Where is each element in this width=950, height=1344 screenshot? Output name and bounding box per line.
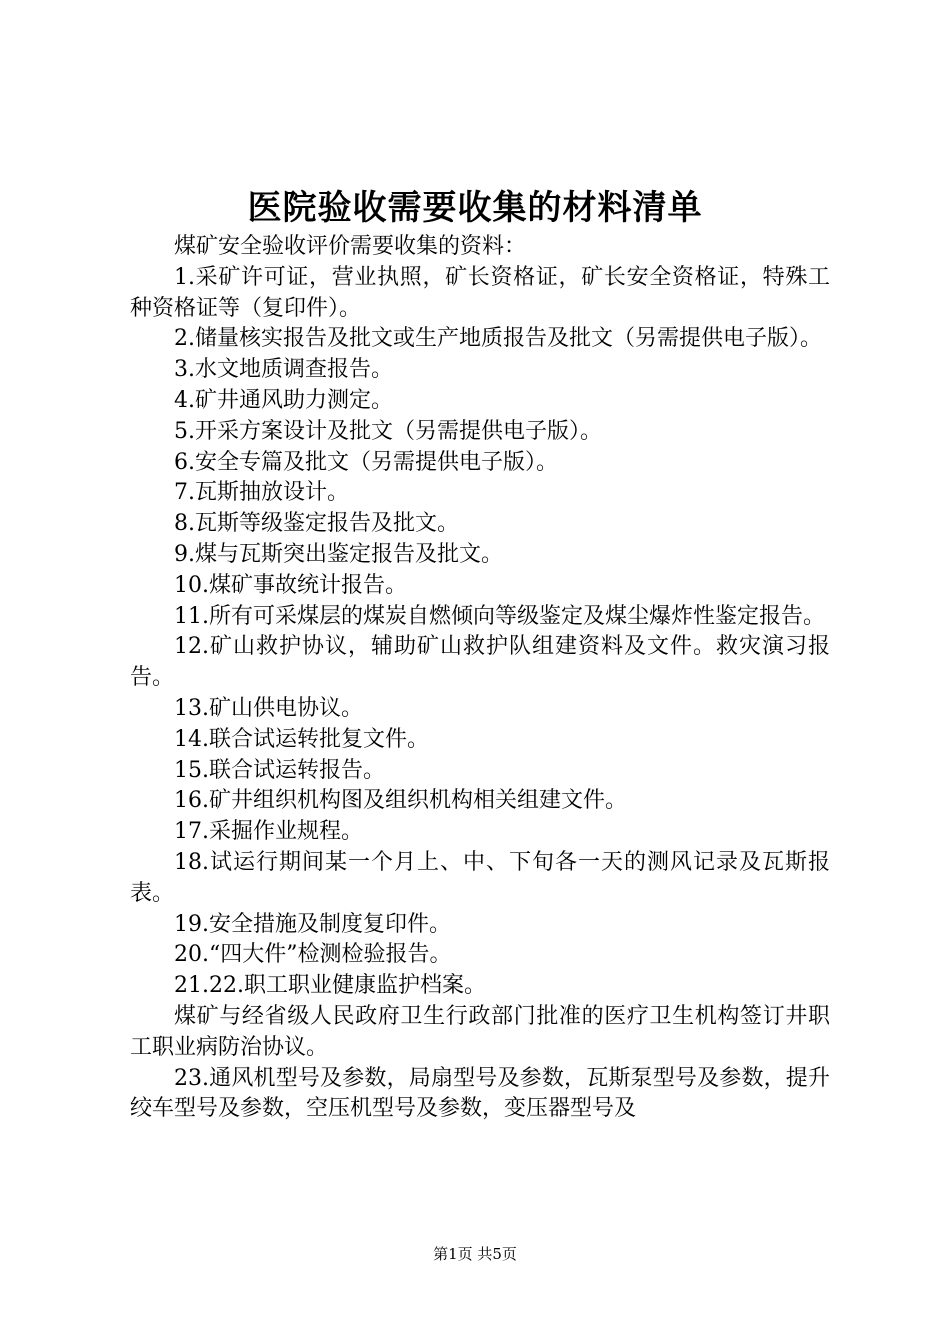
paragraph: 煤矿安全验收评价需要收集的资料： <box>174 234 527 259</box>
paragraph: 煤矿与经省级人民政府卫生行政部门批准的医疗卫生机构签订井职工职业病防治协议。 <box>130 1003 830 1060</box>
list-item: 10.煤矿事故统计报告。 <box>174 572 407 598</box>
document-body <box>130 232 830 1125</box>
list-item: 13.矿山供电协议。 <box>174 695 363 721</box>
list-item: 17.采掘作业规程。 <box>174 819 363 845</box>
list-item: 6.安全专篇及批文（另需提供电子版）。 <box>174 449 558 475</box>
page-footer: 第1页 共5页 <box>433 1245 517 1263</box>
list-item: 20.“四大件”检测检验报告。 <box>174 942 452 968</box>
list-item: 19.安全措施及制度复印件。 <box>174 911 451 937</box>
list-item: 3.水文地质调查报告。 <box>174 357 393 383</box>
list-item: 12.矿山救护协议，辅助矿山救护队组建资料及文件。救灾演习报告。 <box>130 634 830 691</box>
list-item: 7.瓦斯抽放设计。 <box>174 480 349 506</box>
list-item: 18.试运行期间某一个月上、中、下旬各一天的测风记录及瓦斯报表。 <box>130 849 830 906</box>
document-title: 医院验收需要收集的材料清单 <box>247 188 703 228</box>
list-item: 5.开采方案设计及批文（另需提供电子版）。 <box>174 418 602 444</box>
list-item: 14.联合试运转批复文件。 <box>174 726 429 752</box>
list-item: 4.矿井通风助力测定。 <box>174 387 393 413</box>
list-item: 9.煤与瓦斯突出鉴定报告及批文。 <box>174 541 503 567</box>
list-item: 11.所有可采煤层的煤炭自燃倾向等级鉴定及煤尘爆炸性鉴定报告。 <box>174 603 825 629</box>
list-item: 8.瓦斯等级鉴定报告及批文。 <box>174 511 459 537</box>
list-item: 1.采矿许可证，营业执照，矿长资格证，矿长安全资格证，特殊工种资格证等（复印件）。 <box>130 264 830 321</box>
list-item: 16.矿井组织机构图及组织机构相关组建文件。 <box>174 788 627 814</box>
list-item: 21.22.职工职业健康监护档案。 <box>174 973 486 999</box>
list-item: 23.通风机型号及参数，局扇型号及参数，瓦斯泵型号及参数，提升绞车型号及参数，空压机型号及参数，变压器型号及 <box>130 1065 830 1122</box>
list-item: 2.储量核实报告及批文或生产地质报告及批文（另需提供电子版）。 <box>174 326 822 352</box>
list-item: 15.联合试运转报告。 <box>174 757 385 783</box>
